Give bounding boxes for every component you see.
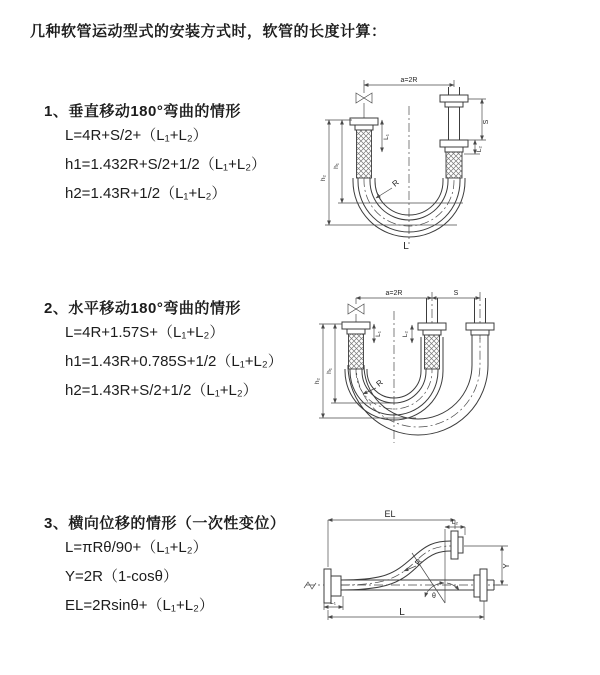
valve-icon [348,304,356,314]
diagram-lateral-displacement [298,503,596,643]
formula-line: h1=1.432R+S/2+1/2（L₁+L₂） [65,156,267,173]
flange [440,140,468,147]
flange [471,330,489,335]
flange [445,102,463,107]
formula-line: Y=2R（1-cosθ） [65,568,178,585]
formula-line: h2=1.43R+S/2+1/2（L₁+L₂） [65,382,258,399]
dim-label-l1: L₁ [383,134,390,140]
pipe-fitting [474,575,480,597]
dim-label-l2: L₂ [402,330,409,338]
braided-hose [446,152,462,178]
formula-line: L=πRθ/90+（L₁+L₂） [65,539,208,556]
left-pipe-assembly [350,80,378,178]
radius-label: R [390,177,401,189]
flange [350,118,378,125]
dim-label-a2r: a=2R [400,77,418,84]
dim-label-s: S [483,119,490,125]
radius-label: R [413,557,424,568]
hose-u-bend-displaced [348,335,488,435]
valve-icon [364,93,372,103]
dim-label-h2: h₂ [320,174,327,182]
flange [324,569,331,603]
flange [418,323,446,330]
flange [423,330,441,335]
dim-label-el: EL [384,509,396,519]
left-pipe-assembly [342,298,370,369]
pipe-fitting [331,576,341,596]
diagram-vertical-180-bend [316,66,592,258]
formula-line: L=4R+S/2+（L₁+L₂） [65,127,208,144]
flange [342,322,370,329]
dim-label-a2r: a=2R [385,290,403,297]
section-2-heading: 2、水平移动180°弯曲的情形 [44,300,241,317]
formula-line: L=4R+1.57S+（L₁+L₂） [65,324,225,341]
centerline-break-icon [304,582,316,589]
section-lateral-displacement [44,512,285,620]
dim-label-l2: L₂ [451,519,459,526]
flange [355,125,373,130]
flange [458,537,463,553]
section-3-heading: 3、横向位移的情形（一次性变位） [44,515,286,532]
flange [347,329,365,334]
flange [440,95,468,102]
dim-label-l2: L₂ [476,145,483,153]
section-1-heading: 1、垂直移动180°弯曲的情形 [44,103,241,120]
flange [445,147,463,152]
flange [466,323,494,330]
dim-label-y: Y [502,563,511,569]
formula-line: h1=1.43R+0.785S+1/2（L₁+L₂） [65,353,283,370]
radius-label: R [374,377,385,389]
valve-icon [356,93,364,103]
right-pipe-assembly [440,87,468,178]
braided-hose [425,335,440,369]
length-label: L [403,241,409,252]
valve-icon [356,304,364,314]
dim-label-h1: h₁ [333,163,340,169]
flange [480,569,487,601]
flange [451,531,458,559]
dim-label-l: L [399,607,405,618]
dimensions [314,290,480,418]
dim-label-l1: L₁ [375,331,382,337]
dim-label-h2: h₂ [314,377,321,385]
braided-hose [357,130,372,178]
dim-label-h1: h₁ [326,368,333,374]
dim-label-l1: L₁ [330,599,336,606]
middle-pipe-assembly [418,298,446,369]
angle-label: θ [432,593,436,600]
formula-line: EL=2Rsinθ+（L₁+L₂） [65,597,214,614]
formula-line: h2=1.43R+1/2（L₁+L₂） [65,185,227,202]
dim-label-s: S [453,290,459,297]
diagram-horizontal-180-bend [304,281,600,453]
braided-hose [349,334,364,369]
section-horizontal-180 [44,297,283,405]
document-title: 几种软管运动型式的安装方式时，软管的长度计算： [30,23,387,40]
section-vertical-180 [44,100,266,208]
